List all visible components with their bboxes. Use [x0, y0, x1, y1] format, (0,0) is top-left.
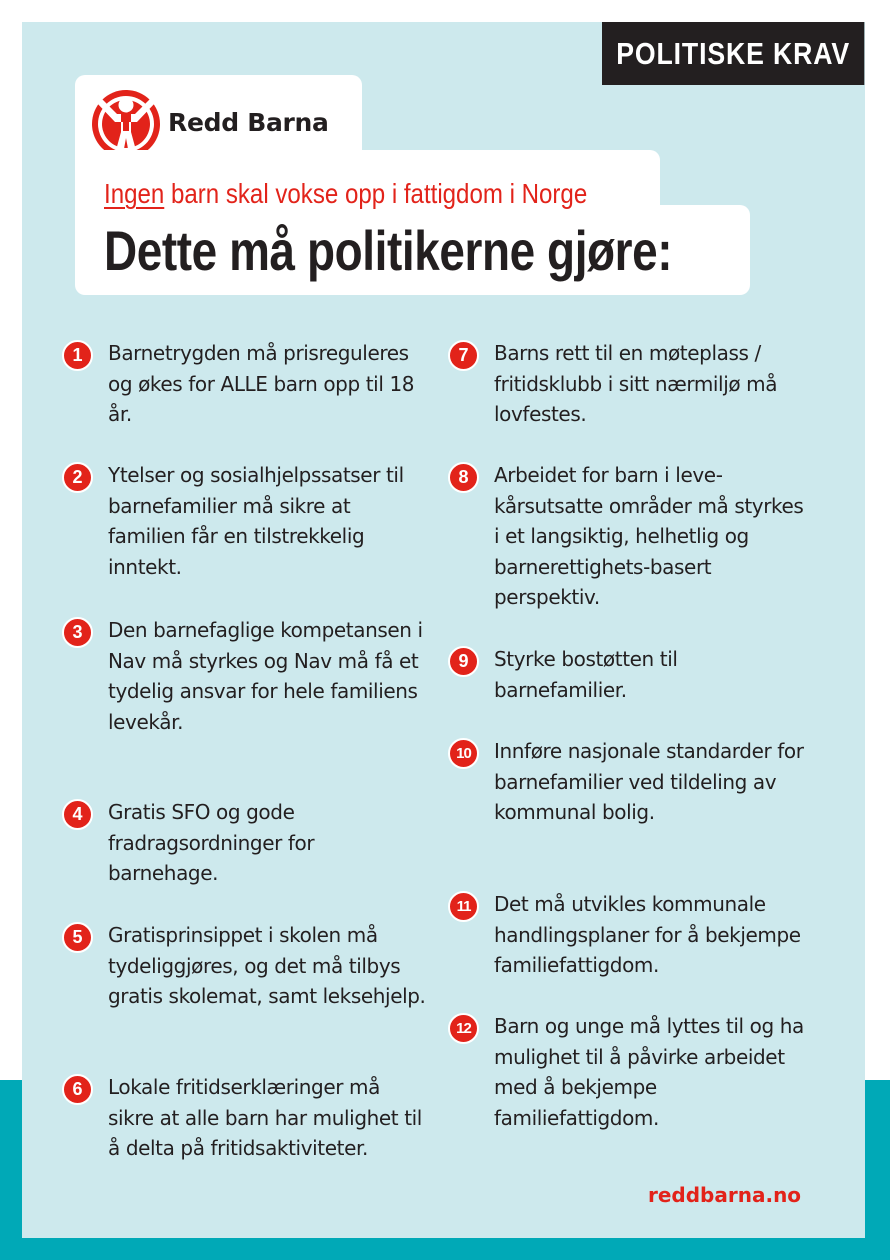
- number-badge: 4: [62, 799, 93, 830]
- demand-text: Barn og unge må lyttes til og ha mulighet til å påvirke arbeidet med å bekjempe familiefattigdom.: [494, 1014, 804, 1130]
- number-badge: 12: [448, 1013, 479, 1044]
- number-badge: 6: [62, 1074, 93, 1105]
- website-link[interactable]: reddbarna.no: [648, 1183, 802, 1207]
- demand-text: Det må utvikles kommunale handlingsplaner for å bekjempe familiefattigdom.: [494, 892, 801, 978]
- number-badge: 1: [62, 340, 93, 371]
- demand-text: Den barnefaglige kompetansen i Nav må styrkes og Nav må få et tydelig ansvar for hele familiens levekår.: [108, 618, 423, 734]
- page-title: Dette må politikerne gjøre:: [104, 219, 673, 282]
- demand-text: Gratis SFO og gode fradragsordninger for barnehage.: [108, 800, 315, 886]
- number-badge: 7: [448, 340, 479, 371]
- number-badge: 2: [62, 462, 93, 493]
- subtitle-rest: barn skal vokse opp i fattigdom i Norge: [164, 178, 588, 209]
- subtitle: [104, 178, 587, 210]
- number-badge: 11: [448, 891, 479, 922]
- demand-text: Styrke bostøtten til barnefamilier.: [494, 647, 678, 702]
- demand-text: Arbeidet for barn i leve-kårsutsatte områder må styrkes i et langsiktig, helhetlig og barnerettighets-basert perspektiv.: [494, 463, 804, 610]
- demand-text: Lokale fritidserklæringer må sikre at alle barn har mulighet til å delta på fritidsaktiviteter.: [108, 1075, 422, 1161]
- demand-text: Ytelser og sosialhjelpssatser til barnefamilier må sikre at familien får en tilstrekkelig inntekt.: [108, 463, 404, 579]
- number-badge: 9: [448, 646, 479, 677]
- demand-text: Innføre nasjonale standarder for barnefamilier ved tildeling av kommunal bolig.: [494, 739, 804, 825]
- number-badge: 8: [448, 462, 479, 493]
- demand-text: Gratisprinsippet i skolen må tydeliggjøres, og det må tilbys gratis skolemat, samt leksehjelp.: [108, 923, 426, 1009]
- demand-text: Barns rett til en møteplass / fritidsklubb i sitt nærmiljø må lovfestes.: [494, 341, 778, 427]
- subtitle-underlined: Ingen: [104, 178, 165, 209]
- number-badge: 5: [62, 922, 93, 953]
- number-badge: 10: [448, 738, 479, 769]
- demand-text: Barnetrygden må prisreguleres og økes for ALLE barn opp til 18 år.: [108, 341, 415, 427]
- number-badge: 3: [62, 617, 93, 648]
- logo-text: Redd Barna: [168, 108, 329, 137]
- politiske-krav-tag: POLITISKE KRAV: [602, 22, 864, 85]
